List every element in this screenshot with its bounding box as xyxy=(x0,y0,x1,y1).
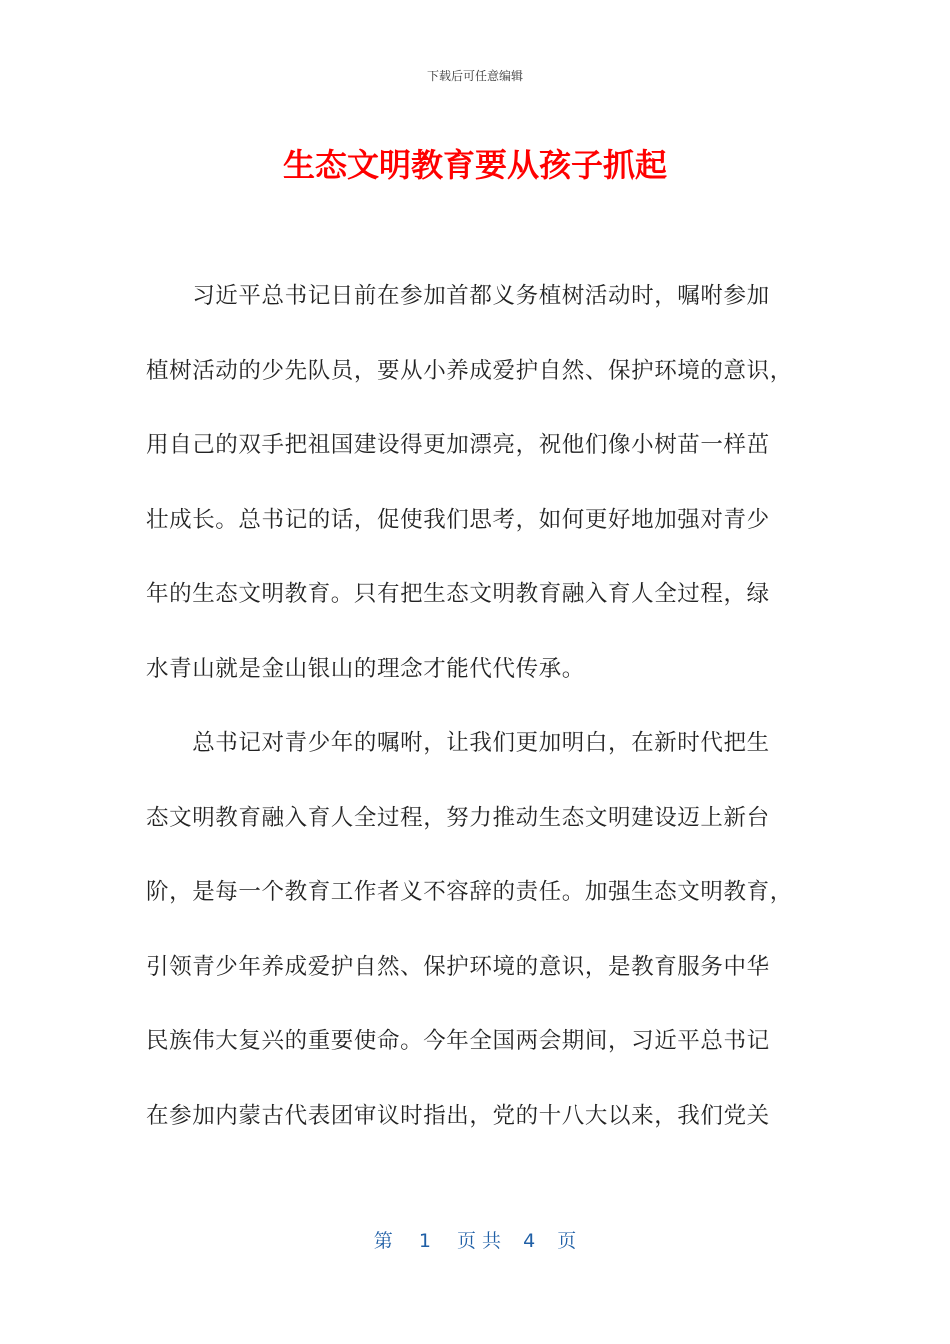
text-line: 引领青少年养成爱护自然、保护环境的意识，是教育服务中华 xyxy=(146,953,770,980)
text-line: 植树活动的少先队员，要从小养成爱护自然、保护环境的意识， xyxy=(146,357,793,384)
footer-prefix: 第 xyxy=(373,1230,393,1252)
text-line: 总书记对青少年的嘱咐，让我们更加明白，在新时代把生 xyxy=(146,730,770,756)
text-line: 水青山就是金山银山的理念才能代代传承。 xyxy=(146,655,585,682)
text-line: 民族伟大复兴的重要使命。今年全国两会期间，习近平总书记 xyxy=(146,1028,770,1054)
text-line: 习近平总书记日前在参加首都义务植树活动时，嘱咐参加 xyxy=(146,283,770,309)
page-footer xyxy=(0,1226,950,1253)
text-line: 阶，是每一个教育工作者义不容辞的责任。加强生态文明教育， xyxy=(146,879,793,905)
footer-suffix: 页 xyxy=(557,1230,577,1252)
text-line: 在参加内蒙古代表团审议时指出，党的十八大以来，我们党关 xyxy=(146,1102,770,1129)
body-text xyxy=(146,274,806,1168)
footer-total-pages: 4 xyxy=(523,1230,536,1252)
document-title: 生态文明教育要从孩子抓起 xyxy=(282,146,667,184)
header-note: 下载后可任意编辑 xyxy=(426,69,523,83)
text-line: 壮成长。总书记的话，促使我们思考，如何更好地加强对青少 xyxy=(146,506,770,533)
text-line: 年的生态文明教育。只有把生态文明教育融入育人全过程，绿 xyxy=(146,581,770,607)
text-line: 用自己的双手把祖国建设得更加漂亮，祝他们像小树苗一样茁 xyxy=(146,432,770,458)
text-line: 态文明教育融入育人全过程，努力推动生态文明建设迈上新台 xyxy=(146,804,770,831)
footer-page-number: 1 xyxy=(418,1230,431,1252)
footer-middle: 页 共 xyxy=(456,1230,502,1252)
